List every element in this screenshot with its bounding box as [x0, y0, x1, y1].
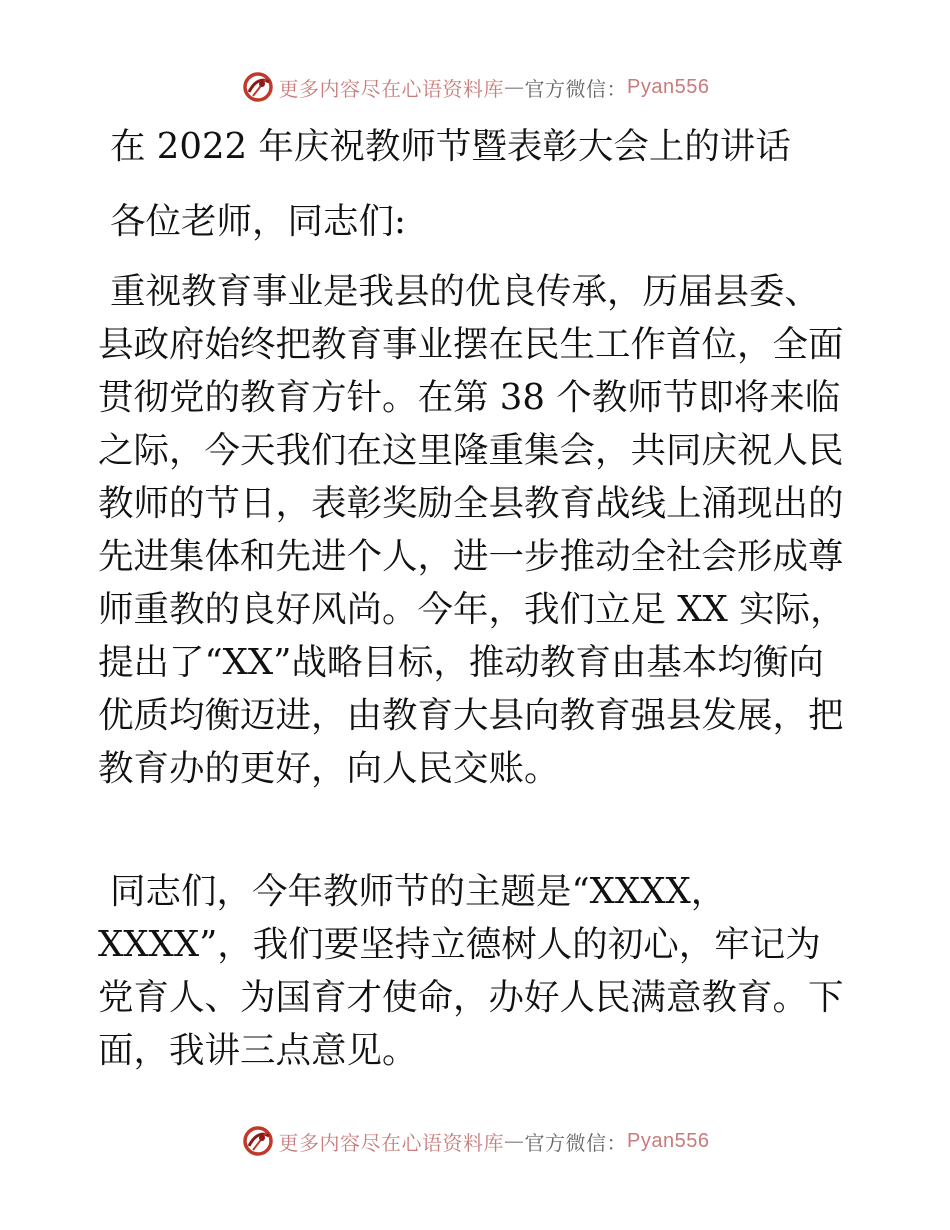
watermark-brand: 更多内容尽在心语资料库	[278, 1130, 505, 1155]
red-swirl-logo-icon	[241, 1124, 275, 1158]
header-watermark	[0, 70, 950, 104]
watermark-brand: 更多内容尽在心语资料库	[278, 76, 505, 101]
paragraph-1: 重视教育事业是我县的优良传承，历届县委、县政府始终把教育事业摆在民生工作首位，全面贯彻党的教育方针。在第 38 个教师节即将来临之际，今天我们在这里隆重集会，共同庆祝人民教师的节日，表彰奖励全县教育战线上涌现出的先进集体和先进个人，进一步推动全社会形成尊师重教的良好风尚。今年，我们立足 XX 实际，提出了“XX”战略目标，推动教育由基本均衡向优质均衡迈进，由教育大县向教育强县发展，把教育办的更好，向人民交账。	[98, 271, 846, 789]
red-swirl-logo-icon	[241, 70, 275, 104]
document-title: 在 2022 年庆祝教师节暨表彰大会上的讲话	[110, 126, 791, 167]
paragraph-2: 同志们，今年教师节的主题是“XXXX，XXXX”，我们要坚持立德树人的初心，牢记为党育人、为国育才使命，办好人民满意教育。下面，我讲三点意见。	[98, 871, 844, 1071]
watermark-separator: —	[504, 75, 525, 99]
document-greeting: 各位老师，同志们:	[110, 201, 406, 242]
footer-watermark	[0, 1124, 950, 1158]
watermark-wechat-label: 官方微信：	[524, 1130, 628, 1155]
watermark-wechat-id: Pyan556	[627, 1129, 710, 1152]
watermark-wechat-label: 官方微信：	[524, 76, 628, 101]
watermark-wechat-id: Pyan556	[627, 75, 710, 98]
watermark-separator: —	[504, 1129, 525, 1153]
